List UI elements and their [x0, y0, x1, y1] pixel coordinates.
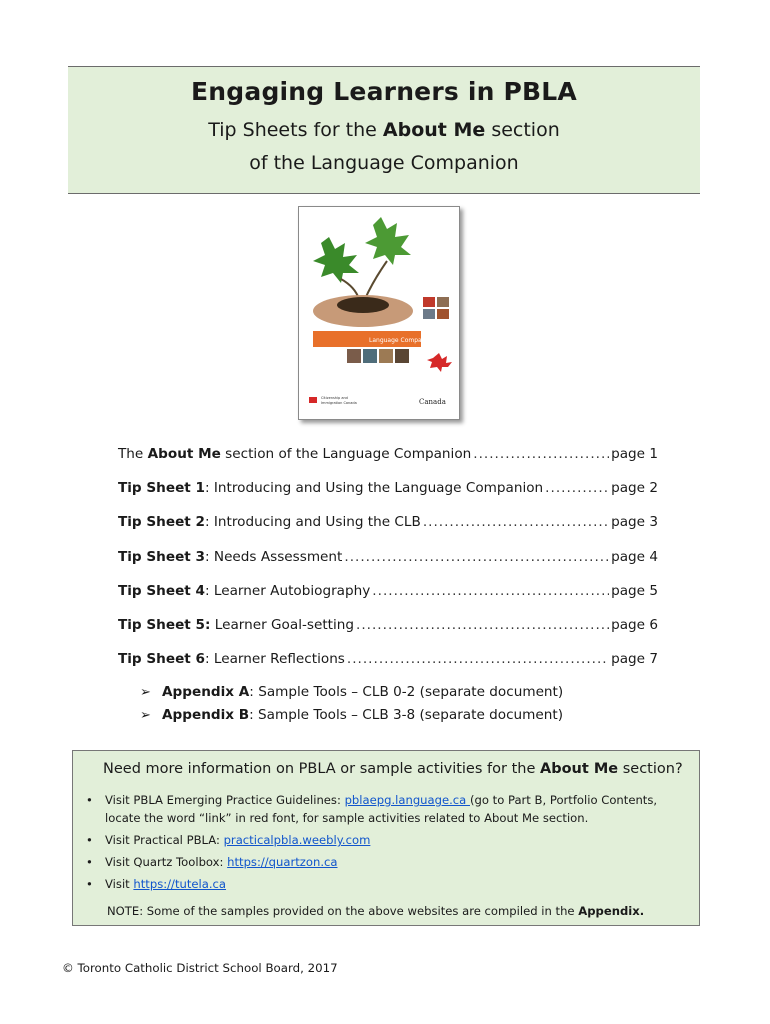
arrow-bullet-icon: ➢ [140, 685, 151, 700]
toc-row-bold: About Me [147, 446, 221, 462]
note-bold: Appendix. [578, 904, 645, 918]
toc-row [118, 545, 658, 579]
more-info-heading [103, 761, 683, 777]
page-subtitle [68, 114, 700, 180]
toc-row [118, 442, 658, 476]
appendix-text: : Sample Tools – CLB 3-8 (separate document) [249, 707, 564, 723]
item-text-post: (go to Part B, Portfolio Contents, locate the word “link” in red font, for sample activities related to About Me section. [105, 793, 658, 825]
canada-wordmark: Canada [419, 398, 446, 406]
bullet-icon: • [86, 833, 93, 847]
toc-leader [356, 613, 609, 637]
table-of-contents [118, 442, 658, 681]
toc-row-text: : Learner Reflections [205, 651, 345, 668]
cover-agency-line2: Immigration Canada [321, 401, 357, 405]
maple-leaf-right-icon [365, 217, 411, 265]
subtitle-bold: About Me [382, 119, 486, 141]
toc-row-bold: Tip Sheet 2 [118, 514, 205, 531]
bullet-icon: • [86, 793, 93, 807]
toc-row-text: Learner Goal-setting [210, 616, 355, 633]
list-item [83, 831, 693, 849]
toc-page-number: page 5 [611, 582, 658, 599]
more-info-box [72, 750, 700, 926]
toc-page-number: page 7 [611, 651, 658, 668]
note-pre: NOTE: Some of the samples provided on the above websites are compiled in the [107, 904, 579, 918]
toc-row-text: : Learner Autobiography [205, 582, 371, 599]
toc-page-number: page 4 [611, 548, 658, 565]
toc-page-number: page 1 [611, 446, 658, 462]
pblaepg-link[interactable]: pblaepg.language.ca [344, 793, 470, 807]
canada-flag-icon [309, 397, 317, 403]
arrow-bullet-icon: ➢ [140, 708, 151, 723]
practical-pbla-link[interactable]: practicalpbla.weebly.com [223, 833, 371, 847]
toc-row-bold: Tip Sheet 3 [118, 548, 205, 565]
toc-page-number: page 2 [611, 480, 658, 497]
toc-leader [372, 579, 609, 603]
list-item [83, 791, 693, 827]
resource-list [83, 791, 693, 897]
appendix-list [140, 681, 563, 727]
toc-row-bold: Tip Sheet 6 [118, 651, 205, 668]
info-head-post: section? [618, 761, 683, 777]
toc-row-bold: Tip Sheet 4 [118, 582, 205, 599]
toc-row-text: section of the Language Companion [220, 446, 472, 462]
info-head-pre: Need more information on PBLA or sample activities for the [103, 761, 540, 777]
toc-page-number: page 3 [611, 514, 658, 531]
toc-row-bold: Tip Sheet 1 [118, 480, 205, 497]
toc-leader [423, 510, 609, 534]
cover-illustration [299, 207, 459, 419]
toc-row [118, 613, 658, 647]
toc-leader [473, 442, 609, 466]
bullet-icon: • [86, 855, 93, 869]
maple-leaf-small-icon [427, 353, 452, 372]
toc-row-text: : Introducing and Using the CLB [205, 514, 421, 531]
item-text: Visit [105, 877, 134, 891]
subtitle-line2: of the Language Companion [249, 152, 519, 174]
cover-band-label: Language Companion [369, 337, 435, 344]
toc-leader [545, 476, 609, 500]
item-text: Visit Practical PBLA: [105, 833, 224, 847]
toc-row-text: : Needs Assessment [205, 548, 343, 565]
toc-row-text: : Introducing and Using the Language Companion [205, 480, 544, 497]
maple-leaf-left-icon [313, 237, 359, 283]
item-text: Visit Quartz Toolbox: [105, 855, 228, 869]
copyright-footer: © Toronto Catholic District School Board, 2017 [62, 961, 338, 975]
subtitle-pre: Tip Sheets for the [208, 119, 383, 141]
quartzon-link[interactable]: https://quartzon.ca [227, 855, 338, 869]
title-banner [68, 66, 700, 194]
toc-row-prefix: The [118, 446, 148, 462]
info-head-bold: About Me [539, 761, 619, 777]
toc-row [118, 579, 658, 613]
toc-page-number: page 6 [611, 616, 658, 633]
language-companion-cover-image [298, 206, 460, 420]
toc-row-bold: Tip Sheet 5: [118, 616, 211, 633]
subtitle-post: section [485, 119, 560, 141]
tutela-link[interactable]: https://tutela.ca [133, 877, 227, 891]
toc-row [118, 647, 658, 681]
toc-row [118, 476, 658, 510]
bullet-icon: • [86, 877, 93, 891]
appendix-bold: Appendix A [162, 684, 250, 700]
toc-leader [344, 545, 609, 569]
appendix-item [140, 681, 563, 704]
note-text [107, 904, 644, 918]
page-title: Engaging Learners in PBLA [191, 77, 577, 106]
appendix-bold: Appendix B [162, 707, 250, 723]
toc-row [118, 510, 658, 544]
list-item [83, 875, 693, 893]
item-text: Visit PBLA Emerging Practice Guidelines: [105, 793, 345, 807]
appendix-item [140, 704, 563, 727]
list-item [83, 853, 693, 871]
toc-leader [347, 647, 609, 671]
appendix-text: : Sample Tools – CLB 0-2 (separate document) [249, 684, 564, 700]
cover-agency-line1: Citizenship and [321, 396, 348, 400]
